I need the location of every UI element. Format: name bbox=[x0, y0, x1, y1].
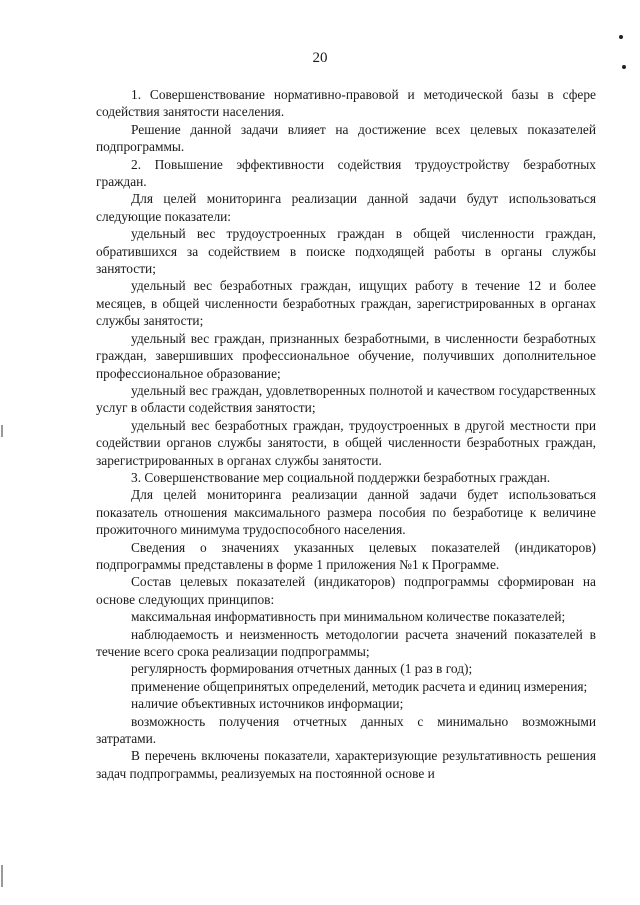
indicator-item: удельный вес безработных граждан, трудоустроенных в другой местности при содействии органов службы занятости, в общей численности безработных граждан, зарегистрированных в органах службы занятости. bbox=[96, 417, 596, 468]
indicator-item: удельный вес граждан, удовлетворенных полнотой и качеством государственных услуг в области содействия занятости; bbox=[96, 382, 596, 416]
paragraph-task-3-monitoring: Для целей мониторинга реализации данной задачи будет использоваться показатель отношения максимального размера пособия по безработице к величине прожиточного минимума трудоспособного населения. bbox=[96, 487, 596, 538]
principle-item: наблюдаемость и неизменность методологии расчета значений показателей в течение всего срока реализации подпрограммы; bbox=[96, 626, 596, 659]
paragraph-task-2: 2. Повышение эффективности содействия трудоустройству безработных граждан. bbox=[96, 156, 596, 190]
paragraph-task-2-monitoring: Для целей мониторинга реализации данной задачи будут использоваться следующие показатели: bbox=[96, 191, 596, 224]
principle-item: максимальная информативность при минимальном количестве показателей; bbox=[131, 609, 566, 625]
indicator-item: удельный вес безработных граждан, ищущих работу в течение 12 и более месяцев, в общей численности безработных граждан, зарегистрированных в органах службы занятости; bbox=[96, 278, 596, 329]
indicator-item: удельный вес граждан, признанных безработными, в численности безработных граждан, завершивших профессиональное обучение, получивших дополнительное профессиональное образование; bbox=[96, 330, 596, 381]
principle-item: возможность получения отчетных данных с минимально возможными затратами. bbox=[96, 713, 596, 747]
paragraph-task-1-effect: Решение данной задачи влияет на достижение всех целевых показателей подпрограммы. bbox=[96, 121, 596, 155]
paragraph-task-3: 3. Совершенствование мер социальной поддержки безработных граждан. bbox=[131, 469, 551, 485]
paragraph-principles-intro: Состав целевых показателей (индикаторов) подпрограммы сформирован на основе следующих принципов: bbox=[96, 574, 596, 607]
indicator-item: удельный вес трудоустроенных граждан в общей численности граждан, обратившихся за содействием в поиске подходящей работы в органы службы занятости; bbox=[96, 226, 596, 277]
scan-edge-mark bbox=[1, 865, 3, 887]
principle-item: наличие объективных источников информации; bbox=[131, 696, 404, 712]
scan-speck-mark bbox=[619, 35, 623, 39]
page-number: 20 bbox=[312, 50, 328, 66]
paragraph-list-inclusion: В перечень включены показатели, характеризующие результативность решения задач подпрограммы, реализуемых на постоянной основе и bbox=[96, 748, 596, 781]
paragraph-task-1: 1. Совершенствование нормативно-правовой и методической базы в сфере содействия занятости населения. bbox=[96, 87, 596, 120]
body-text bbox=[96, 86, 596, 782]
paragraph-indicator-values: Сведения о значениях указанных целевых показателей (индикаторов) подпрограммы представлены в форме 1 приложения №1 к Программе. bbox=[96, 539, 596, 572]
principle-item: применение общепринятых определений, методик расчета и единиц измерения; bbox=[131, 678, 588, 694]
principle-item: регулярность формирования отчетных данных (1 раз в год); bbox=[131, 661, 473, 677]
scan-edge-mark bbox=[1, 425, 3, 437]
